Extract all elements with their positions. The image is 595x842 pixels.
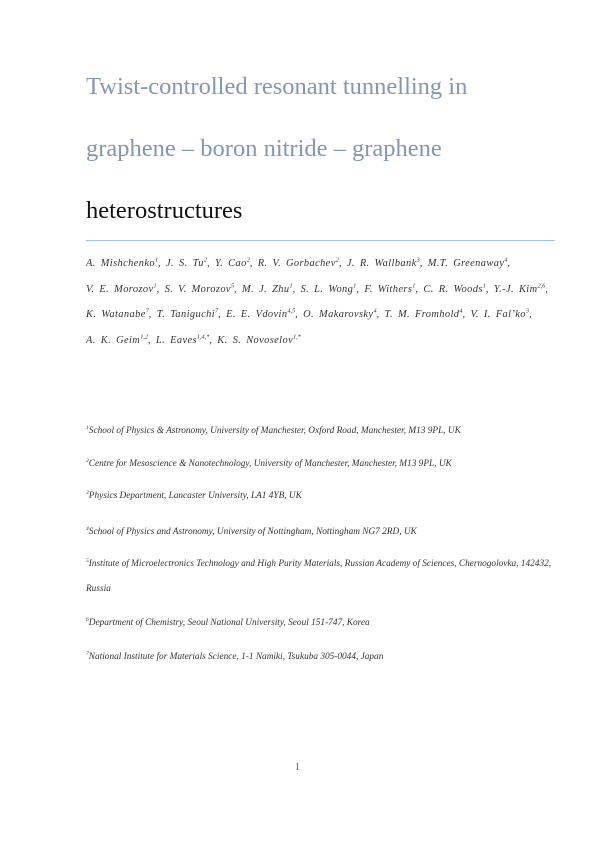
- author-name: [423, 284, 486, 295]
- author-affiliation-marker: 1,2: [140, 333, 148, 341]
- affiliation-text: Centre for Mesoscience & Nanotechnology, University of Manchester, Manchester, M13 9PL, UK: [88, 459, 452, 469]
- author-name-text: O. Makarovsky: [303, 309, 374, 321]
- author-name-text: K. Watanabe: [86, 309, 146, 321]
- author-name-text: C. R. Woods: [423, 283, 483, 295]
- paper-title: [86, 56, 556, 242]
- author-affiliation-marker: 4: [373, 307, 377, 315]
- affiliation-item: [86, 520, 556, 545]
- author-name: [258, 258, 339, 269]
- affiliation-marker: 3: [86, 489, 89, 496]
- affiliation-text: National Institute for Materials Science, 1-1 Namiki, Tsukuba 305-0044, Japan: [88, 652, 384, 662]
- author-name: [156, 335, 209, 346]
- author-name-text: M. J. Zhu: [242, 283, 290, 295]
- author-name: [385, 309, 463, 320]
- affiliation-item: [86, 611, 556, 636]
- author-affiliation-marker: 2: [246, 256, 250, 264]
- affiliation-text: Physics Department, Lancaster University, LA1 4YB, UK: [88, 491, 302, 501]
- author-affiliation-marker: 1: [289, 282, 293, 290]
- author-name-text: Y.-J. Kim: [493, 283, 538, 295]
- author-name: [347, 258, 420, 269]
- author-affiliation-marker: 3: [525, 307, 529, 315]
- affiliation-text: Department of Chemistry, Seoul National University, Seoul 151-747, Korea: [88, 618, 370, 628]
- affiliation-item: [86, 645, 556, 670]
- affiliation-item: [86, 552, 556, 602]
- author-name-text: M.T. Greenaway: [427, 258, 505, 269]
- author-affiliation-marker: 5: [230, 282, 235, 290]
- title-line-2: graphene – boron nitride – graphene: [86, 135, 442, 162]
- author-name: [86, 309, 149, 320]
- affiliation-marker: 6: [86, 616, 89, 623]
- affiliation-marker: 5: [86, 557, 89, 564]
- author-name-text: V. I. Fal’ko: [470, 309, 526, 321]
- author-name: [470, 309, 528, 320]
- author-name-text: L. Eaves: [155, 334, 197, 346]
- author-name: [303, 309, 376, 320]
- author-name-text: J. S. Tu: [166, 258, 204, 269]
- affiliation-item: [86, 419, 556, 444]
- author-name-text: T. M. Fromhold: [384, 309, 460, 321]
- author-name-text: V. E. Morozov: [86, 283, 154, 295]
- author-name-text: Y. Cao: [214, 258, 247, 269]
- affiliation-item: [86, 484, 556, 509]
- author-affiliation-marker: 7: [145, 307, 149, 315]
- author-name: [86, 284, 157, 295]
- author-name: [226, 309, 295, 320]
- title-line-3: heterostructures: [86, 197, 243, 224]
- author-name: [157, 309, 218, 320]
- author-affiliation-marker: 1,4,*: [196, 333, 210, 341]
- author-affiliation-marker: 4,5: [287, 307, 296, 315]
- affiliation-text: School of Physics & Astronomy, University of Manchester, Oxford Road, Manchester, M13 9PL, UK: [88, 426, 461, 436]
- author-name-text: K. S. Novoselov: [217, 334, 294, 346]
- author-affiliation-marker: 7: [215, 307, 219, 315]
- author-name: [494, 284, 545, 295]
- author-name: [364, 284, 415, 295]
- page-number: 1: [295, 762, 300, 773]
- title-divider: [86, 240, 555, 241]
- author-affiliation-marker: 1,*: [293, 333, 301, 341]
- affiliation-text: Institute of Microelectronics Technology and High Purity Materials, Russian Academy of Sciences, Chernogolovka, 142432, Russia: [86, 559, 552, 594]
- author-name-text: S. L. Wong: [300, 283, 354, 295]
- author-list: A. Mishchenko$^1$, J. S. Tu$^2$, Y. Cao$^2$, R. V. Gorbachev$^2$, J. R. Wallbank$^3$, M.T. Greenaway$^4$, V. E. Morozov$^1$, S. V. Morozov$^5$, M. J. Zhu$^1$, S. L. Wong$^1$, F. Withers$^1$, C. R. Woods$^1$, Y.-J. Kim$^{2,6}$, K. Watanabe$^7$, T. Taniguchi$^7$, E. E. Vdovin$^{4,5}$, O. Makarovsky$^4$, T. M. Fromhold$^4$, V. I. $Fal’ko^3$, A. K. Geim$^{1,2}$, L. Eaves$^{1,4,*}$, K. S. Novoselov$^{1,*}$: [86, 256, 549, 346]
- author-name-text: A. K. Geim: [86, 334, 141, 346]
- author-name-text: E. E. Vdovin: [226, 309, 288, 321]
- author-affiliation-marker: 2,6: [537, 282, 546, 290]
- author-name: [428, 258, 508, 269]
- author-name-text: S. V. Morozov: [164, 283, 231, 295]
- author-affiliation-marker: 1: [154, 256, 159, 264]
- author-name: [165, 284, 234, 295]
- affiliation-marker: 4: [86, 525, 89, 532]
- author-affiliation-marker: 3: [416, 256, 420, 264]
- title-line-1: Twist-controlled resonant tunnelling in: [86, 73, 468, 100]
- author-name: [301, 284, 357, 295]
- author-name: [215, 258, 250, 269]
- author-name-text: R. V. Gorbachev: [257, 258, 336, 269]
- author-affiliation-marker: 1: [482, 282, 486, 290]
- author-affiliation-marker: 1: [353, 282, 357, 290]
- author-affiliation-marker: 2: [335, 256, 339, 264]
- author-name-text: F. Withers: [364, 283, 413, 295]
- affiliation-marker: 1: [86, 424, 89, 431]
- author-name-text: A. Mishchenko: [86, 258, 155, 269]
- author-name-text: T. Taniguchi: [156, 309, 215, 321]
- affiliation-text: School of Physics and Astronomy, University of Nottingham, Nottingham NG7 2RD, UK: [88, 527, 417, 537]
- author-name: [217, 335, 301, 346]
- affiliation-marker: 7: [86, 650, 89, 657]
- affiliation-item: [86, 452, 556, 477]
- author-affiliation-marker: 2: [203, 256, 207, 264]
- author-name: [242, 284, 293, 295]
- author-affiliation-marker: 1: [153, 282, 157, 290]
- author-name: [166, 258, 207, 269]
- affiliation-marker: 2: [86, 457, 89, 464]
- author-name: [86, 258, 158, 269]
- author-affiliation-marker: 4: [459, 307, 463, 315]
- author-affiliation-marker: 4: [504, 256, 508, 264]
- author-name-text: J. R. Wallbank: [346, 258, 417, 269]
- author-name: [86, 335, 148, 346]
- author-affiliation-marker: 1: [412, 282, 416, 290]
